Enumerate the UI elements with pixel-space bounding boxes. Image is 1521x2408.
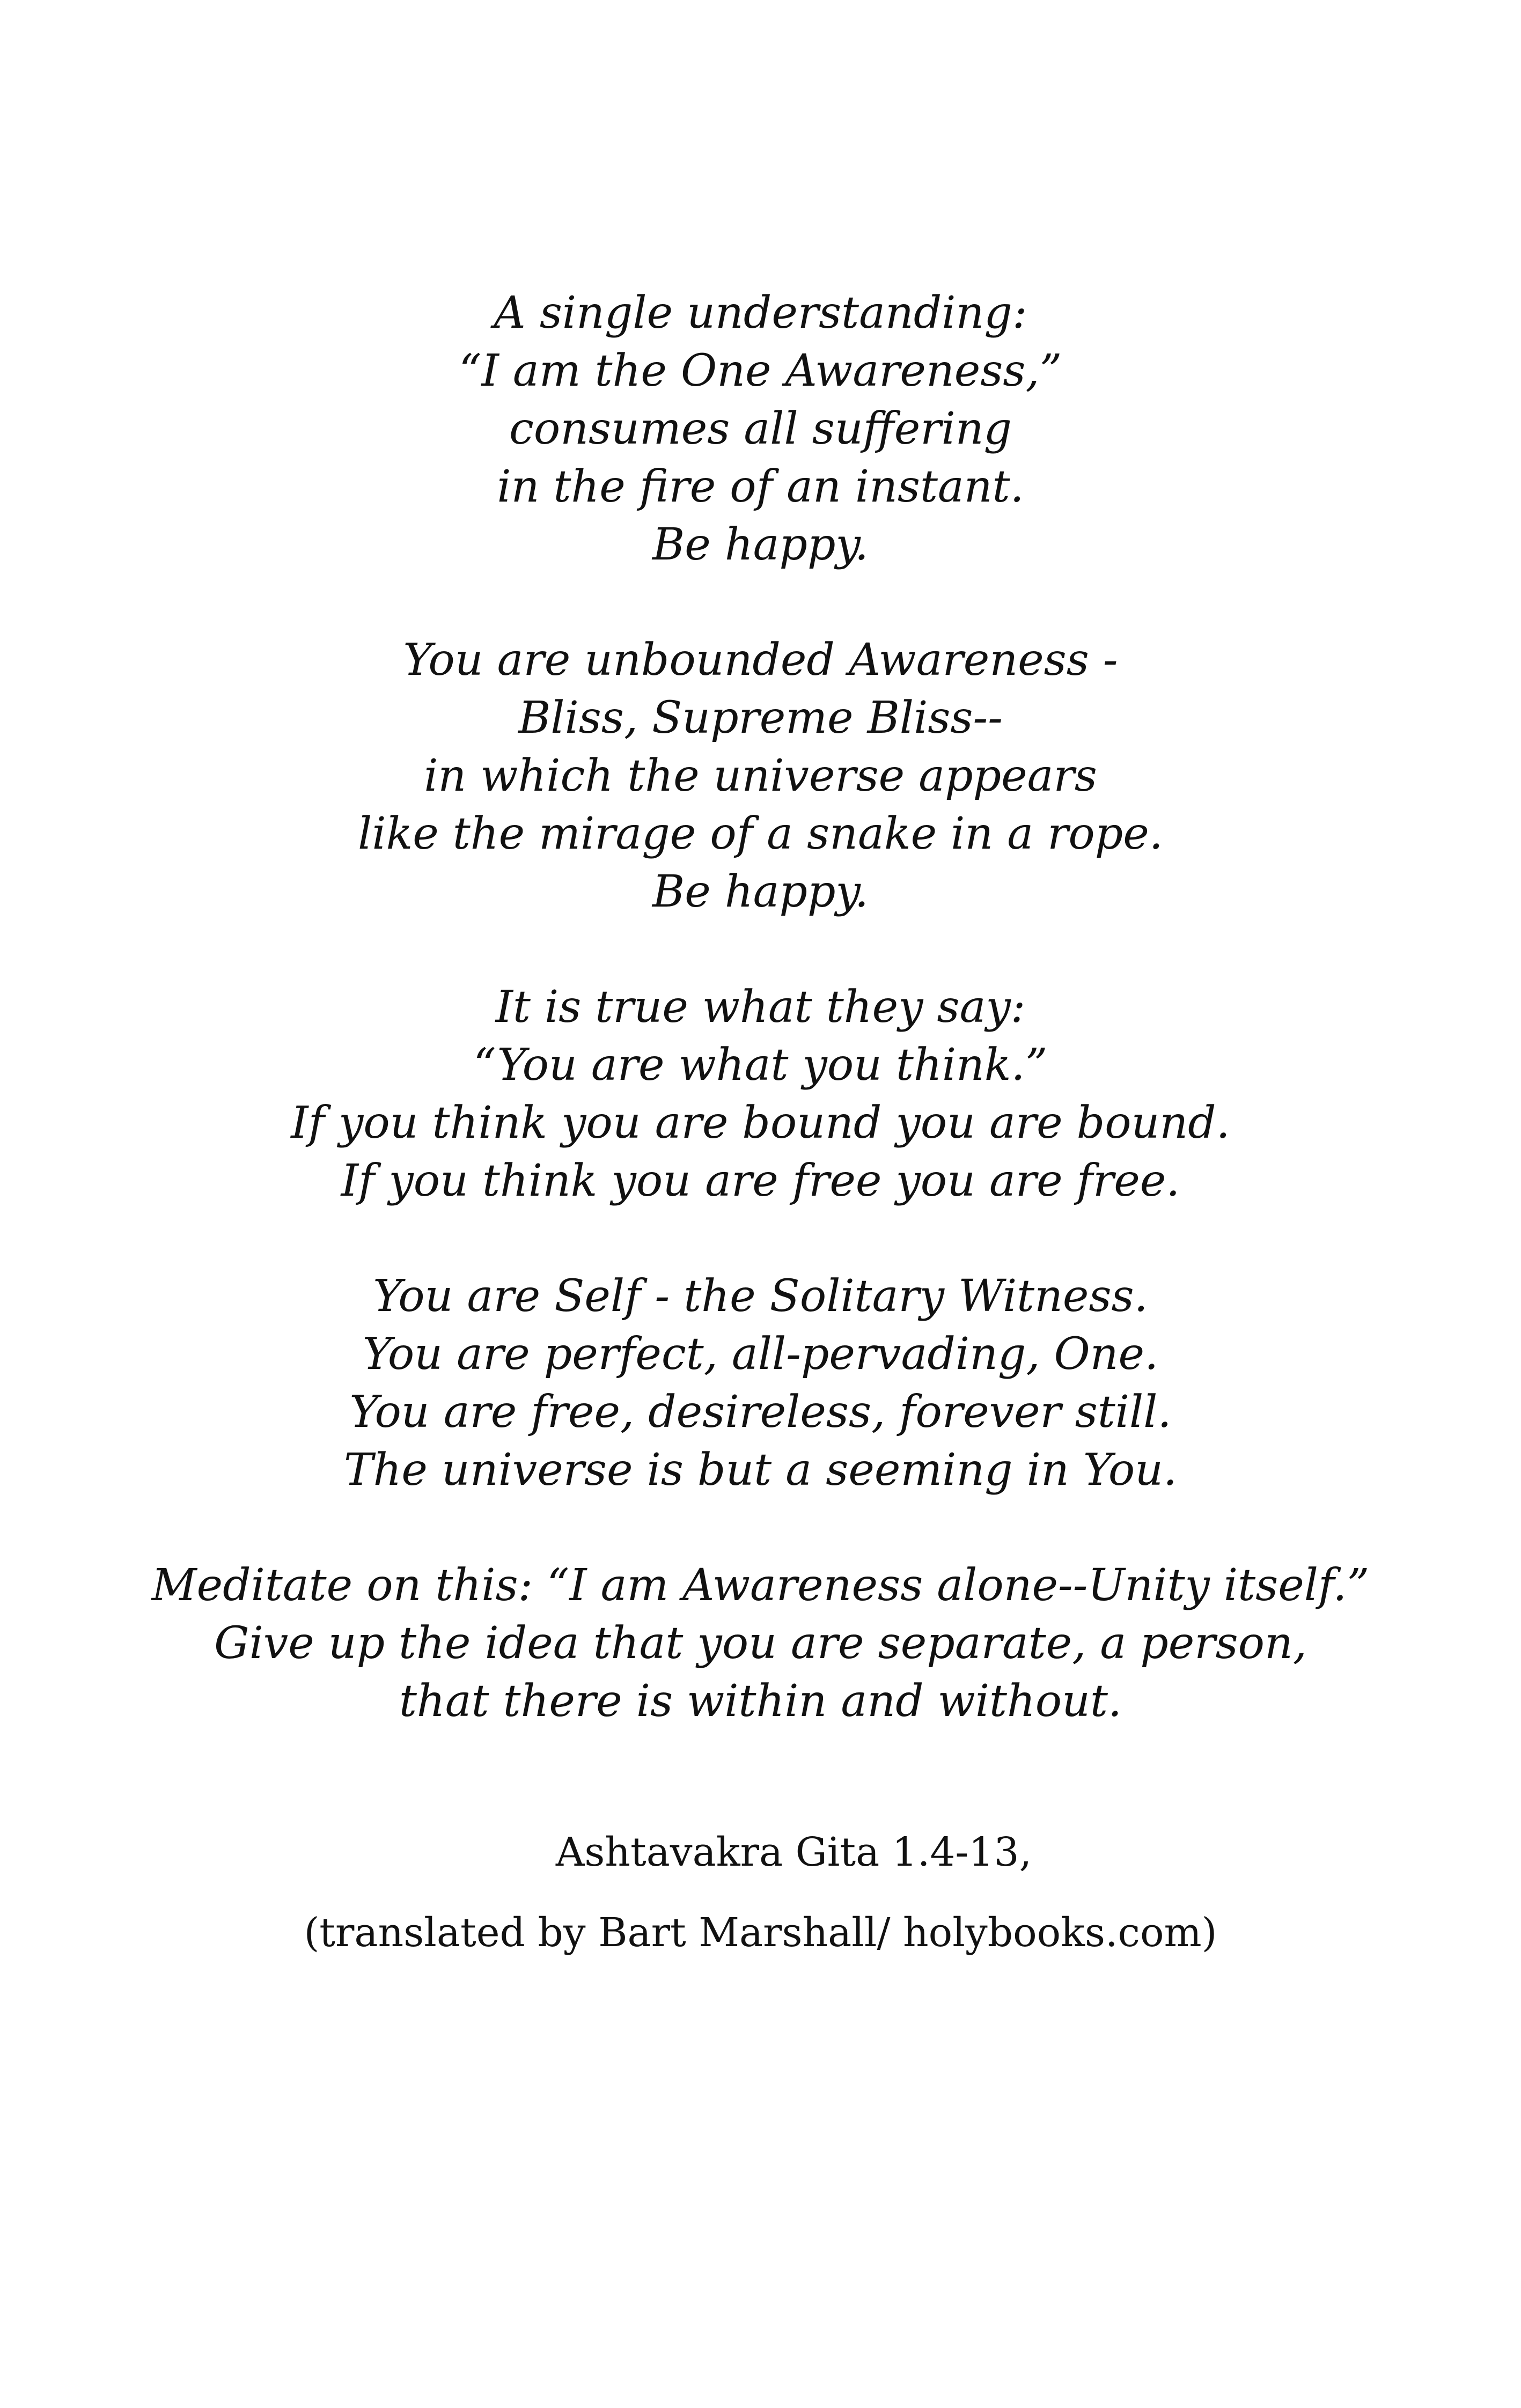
stanza-3 [0, 978, 1521, 1210]
poem-line: in the fire of an instant. [497, 461, 1024, 512]
poem-line: If you think you are bound you are bound. [291, 1098, 1230, 1148]
attribution [0, 1827, 1521, 1958]
stanza-5 [0, 1557, 1521, 1730]
poem-line: You are Self - the Solitary Witness. [373, 1271, 1148, 1322]
poem-line: A single understanding: [494, 288, 1027, 338]
poem-line: The universe is but a seeming in You. [343, 1445, 1178, 1496]
stanza-1 [0, 284, 1521, 574]
poem-line: You are perfect, all-pervading, One. [362, 1329, 1159, 1380]
poem-line: “You are what you think.” [473, 1040, 1048, 1091]
poem-line: Be happy. [652, 866, 869, 917]
poem-line: consumes all suffering [509, 403, 1012, 454]
attribution-translator: (translated by Bart Marshall/ holybooks.com) [304, 1910, 1217, 1956]
attribution-source: Ashtavakra Gita 1.4-13, [555, 1829, 1032, 1875]
poem-line: that there is within and without. [399, 1676, 1122, 1727]
poem-line: Be happy. [652, 519, 869, 570]
stanza-2 [0, 631, 1521, 921]
poem-line: Give up the idea that you are separate, a person, [214, 1618, 1307, 1669]
poem-line: in which the universe appears [424, 750, 1097, 801]
stanza-4 [0, 1268, 1521, 1499]
poem-line: It is true what they say: [495, 982, 1026, 1033]
poem-line: You are unbounded Awareness - [403, 635, 1118, 686]
poem-line: Meditate on this: “I am Awareness alone--Unity itself.” [151, 1560, 1370, 1611]
poem-line: If you think you are free you are free. [341, 1155, 1180, 1206]
poem [0, 284, 1521, 1730]
poem-line: Bliss, Supreme Bliss-- [518, 693, 1003, 743]
poem-line: “I am the One Awareness,” [459, 345, 1062, 396]
poem-line: You are free, desireless, forever still. [349, 1387, 1172, 1438]
poem-line: like the mirage of a snake in a rope. [358, 808, 1163, 859]
